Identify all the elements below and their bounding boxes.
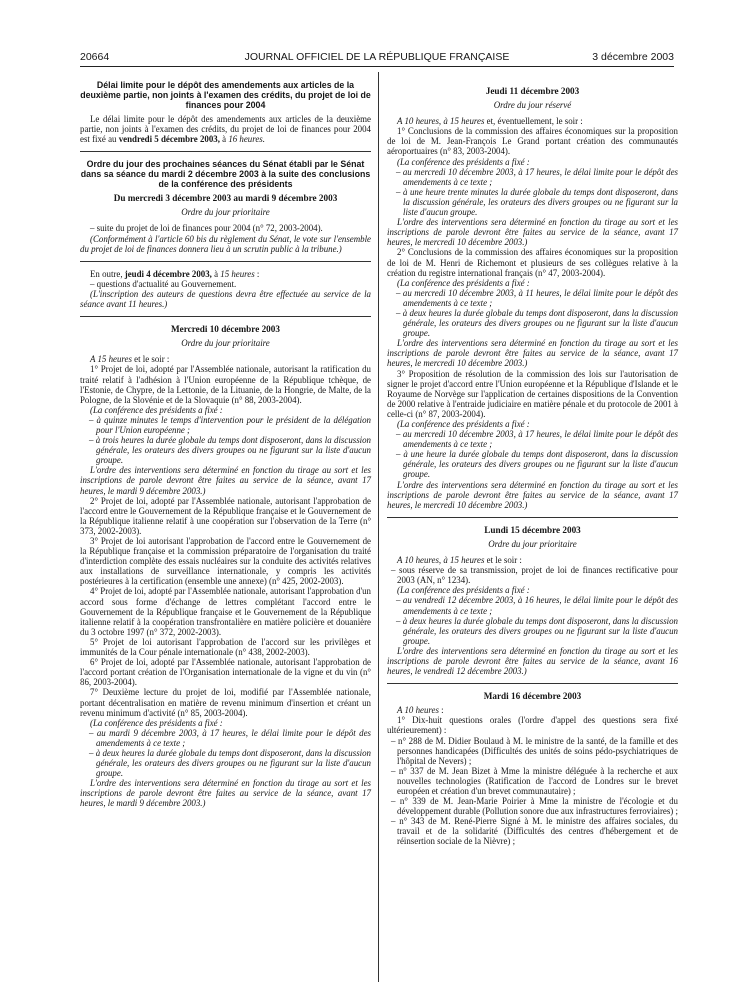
oral-question: – n° 337 de M. Jean Bizet à Mme la ministre déléguée à la recherche et aux nouvelles technologies (Ratification de l'accord de Londres sur le brevet européen et création d'un brevet communautaire) ; [391, 765, 678, 796]
agenda-item: 2° Conclusions de la commission des affaires économiques sur la proposition de loi de M. Henri de Richemont et plusieurs de ses collègues relative à la création du registre international français (n° 47, 2003-2004). [387, 247, 678, 278]
conference-item: – à deux heures la durée globale du temps dont disposeront, dans la discussion générale, les orateurs des divers groupes ou ne figurant sur la liste d'aucun groupe. [396, 307, 678, 339]
agenda-note: (Conformément à l'article 60 bis du règlement du Sénat, le vote sur l'ensemble du projet de loi de finances donnera lieu à un scrutin public à la tribune.) [80, 233, 371, 254]
conference-note: (La conférence des présidents a fixé : [397, 156, 530, 167]
conference-note: L'ordre des interventions sera déterminé en fonction du tirage au sort et les inscriptions de parole devront être faites au service de la séance, avant 17 heures, le mardi 9 décembre 2003.) [80, 465, 371, 496]
session-time: A 10 heures : [397, 705, 444, 716]
day-heading: Lundi 15 décembre 2003 [484, 524, 581, 535]
page-header [80, 51, 674, 65]
conference-item: – à quinze minutes le temps d'intervention pour le président de la délégation pour l'Union européenne ; [89, 414, 371, 435]
day-heading: Mardi 16 décembre 2003 [483, 691, 582, 702]
conference-item: – au vendredi 12 décembre 2003, à 16 heures, le délai limite pour le dépôt des amendements à ce texte ; [396, 595, 678, 616]
session-time: A 10 heures, à 15 heures et, éventuellement, le soir : [397, 116, 583, 127]
conference-item: – à deux heures la durée globale du temps dont disposeront, dans la discussion générale, les orateurs des divers groupes ou ne figurant sur la liste d'aucun groupe. [396, 615, 678, 646]
page-number: 20664 [80, 51, 110, 63]
agenda-item: 4° Projet de loi, adopté par l'Assemblée nationale, autorisant l'approbation d'un accord sous forme d'échange de lettres complétant l'accord entre le Gouvernement de la République française et le Gouvernement de la République italienne relatif à la coopération transfrontalière en matière policière et douanière du 3 octobre 1997 (n° 372, 2002-2003). [80, 586, 371, 637]
oral-question: – n° 288 de M. Didier Boulaud à M. le ministre de la santé, de la famille et des personnes handicapées (Difficultés des unités de soins pédo-psychiatriques de l'hôpital de Nevers) ; [391, 735, 678, 766]
journal-title: JOURNAL OFFICIEL DE LA RÉPUBLIQUE FRANÇAISE [244, 51, 510, 63]
conference-item: – à une heure trente minutes la durée globale du temps dont disposeront, dans la discussion générale, les orateurs des divers groupes ou ne figurant sur la liste d'aucun groupe. [396, 186, 678, 218]
agenda-type: Ordre du jour prioritaire [181, 338, 270, 349]
agenda-item: 1° Projet de loi, adopté par l'Assemblée nationale, autorisant la ratification du traité relatif à l'adhésion à l'Union européenne de la République tchèque, de l'Estonie, de Chypre, de la Lettonie, de la Lituanie, de la Hongrie, de Malte, de la Pologne, de la Slovénie et de la Slovaquie (n° 88, 2003-2004). [80, 364, 371, 405]
agenda-note: (L'inscription des auteurs de questions devra être effectuée au service de la séance avant 11 heures.) [80, 288, 371, 310]
amendments-deadline-text: Le délai limite pour le dépôt des amendements aux articles de la deuxième partie, non joints à l'examen des crédits, du projet de loi de finances pour 2004 est fixé au vendredi 5 décembre 2003, à 16 heures. [80, 114, 371, 145]
section-rule [80, 151, 371, 152]
conference-note: L'ordre des interventions sera déterminé en fonction du tirage au sort et les inscriptions de parole devront être faites au service de la séance, avant 17 heures, le mardi 9 décembre 2003.) [80, 778, 371, 809]
agenda-item: 7° Deuxième lecture du projet de loi, modifié par l'Assemblée nationale, portant décentralisation en matière de revenu minimum d'insertion et créant un revenu minimum d'activité (n° 85, 2003-2004). [80, 687, 371, 718]
conference-item: – au mercredi 10 décembre 2003, à 17 heures, le délai limite pour le dépôt des amendements à ce texte ; [396, 429, 678, 450]
session-time: A 15 heures et le soir : [90, 354, 170, 365]
issue-date: 3 décembre 2003 [592, 51, 674, 63]
date-range-heading: Du mercredi 3 décembre 2003 au mardi 9 décembre 2003 [113, 193, 338, 204]
conference-note: (La conférence des présidents a fixé : [90, 404, 223, 415]
left-column [80, 78, 371, 809]
agenda-item: – questions d'actualité au Gouvernement. [90, 278, 237, 289]
session-time: A 10 heures, à 15 heures et le soir : [397, 555, 522, 566]
agenda-item: 6° Projet de loi, adopté par l'Assemblée nationale, autorisant l'approbation de l'accord portant création de l'Organisation internationale de la vigne et du vin (n° 86, 2003-2004). [80, 657, 371, 688]
conference-item: – à une heure la durée globale du temps dont disposeront, dans la discussion générale, les orateurs des divers groupes ou ne figurant sur la liste d'aucun groupe. [396, 449, 678, 480]
agenda-item: 2° Projet de loi, adopté par l'Assemblée nationale, autorisant l'approbation de l'accord entre le Gouvernement de la République française et le Gouvernement de la République italienne relatif à une coopération sur l'observation de la Terre (n° 373, 2002-2003). [80, 495, 371, 536]
conference-item: – au mercredi 10 décembre 2003, à 11 heures, le délai limite pour le dépôt des amendements à ce texte ; [396, 287, 678, 308]
agenda-type: Ordre du jour prioritaire [181, 207, 270, 218]
oral-question: – n° 343 de M. René-Pierre Signé à M. le ministre des affaires sociales, du travail et de la solidarité (Difficultés des centres d'hébergement et de réinsertion sociale de la Nièvre) ; [391, 816, 678, 847]
agenda-type: Ordre du jour réservé [493, 100, 572, 111]
section-rule [80, 316, 371, 317]
agenda-item: 1° Dix-huit questions orales (l'ordre d'appel des questions sera fixé ultérieurement) : [387, 715, 678, 736]
conference-note: (La conférence des présidents a fixé : [397, 277, 530, 288]
header-rule [80, 66, 674, 67]
section-title-amendments: Délai limite pour le dépôt des amendements aux articles de la deuxième partie, non joints à l'examen des crédits, du projet de loi de finances pour 2004 [80, 80, 371, 110]
conference-note: (La conférence des présidents a fixé : [90, 717, 223, 728]
agenda-item: 5° Projet de loi autorisant l'approbation de l'accord sur les privilèges et immunités de la Cour pénale internationale (n° 438, 2002-2003). [80, 636, 371, 658]
conference-item: – à trois heures la durée globale du temps dont disposeront, dans la discussion générale, les orateurs des divers groupes ou ne figurant sur la liste d'aucun groupe. [89, 435, 371, 466]
oral-question: – n° 339 de M. Jean-Marie Poirier à Mme la ministre de l'écologie et du développement durable (Pollution sonore due aux infrastructures ferroviaires) ; [391, 796, 678, 817]
section-rule [80, 261, 371, 262]
conference-item: – au mardi 9 décembre 2003, à 17 heures, le délai limite pour le dépôt des amendements à ce texte ; [89, 727, 371, 748]
column-divider [378, 72, 379, 982]
conference-note: (La conférence des présidents a fixé : [397, 419, 530, 429]
agenda-item: 1° Conclusions de la commission des affaires économiques sur la proposition de loi de M. Jean-François Le Grand portant création des communautés aéroportuaires (n° 83, 2003-2004). [387, 126, 678, 157]
conference-note: L'ordre des interventions sera déterminé en fonction du tirage au sort et les inscriptions de parole devront être faites au service de la séance, avant 17 heures, le mercredi 10 décembre 2003.) [387, 338, 678, 369]
agenda-item: – suite du projet de loi de finances pour 2004 (n° 72, 2003-2004). [90, 223, 323, 234]
section-rule [387, 517, 678, 518]
agenda-type: Ordre du jour prioritaire [488, 538, 577, 549]
agenda-item: 3° Proposition de résolution de la commission des lois sur l'autorisation de signer le projet d'accord entre l'Union européenne et la République d'Islande et le Royaume de Norvège sur l'application de certaines dispositions de la Convention de 2000 relative à l'entraide judiciaire en matière pénale et du protocole de 2001 à celle-ci (n° 87, 2003-2004). [387, 368, 678, 419]
conference-note: L'ordre des interventions sera déterminé en fonction du tirage au sort et les inscriptions de parole devront être faites au service de la séance, avant 17 heures, le mercredi 10 décembre 2003.) [387, 217, 678, 248]
section-title-agenda: Ordre du jour des prochaines séances du Sénat établi par le Sénat dans sa séance du mardi 2 décembre 2003 à la suite des conclusions de la conférence des présidents [80, 159, 371, 190]
agenda-item: – sous réserve de sa transmission, projet de loi de finances rectificative pour 2003 (AN, n° 1234). [391, 565, 678, 586]
conference-note: L'ordre des interventions sera déterminé en fonction du tirage au sort et les inscriptions de parole devront être faites au service de la séance, avant 16 heures, le vendredi 12 décembre 2003.) [387, 645, 678, 677]
thursday-intro: En outre, jeudi 4 décembre 2003, à 15 heures : [90, 268, 260, 279]
section-rule [387, 683, 678, 684]
conference-item: – à deux heures la durée globale du temps dont disposeront, dans la discussion générale, les orateurs des divers groupes ou ne figurant sur la liste d'aucun groupe. [89, 747, 371, 779]
right-column [387, 86, 678, 847]
day-heading: Mercredi 10 décembre 2003 [171, 324, 280, 335]
conference-note: L'ordre des interventions sera déterminé en fonction du tirage au sort et les inscriptions de parole devront être faites au service de la séance, avant 17 heures, le mercredi 10 décembre 2003.) [387, 479, 678, 510]
agenda-item: 3° Projet de loi autorisant l'approbation de l'accord entre le Gouvernement de la République française et la commission préparatoire de l'organisation du traité d'interdiction complète des essais nucléaires sur la conduite des activités relatives aux installations de surveillance internationale, y compris les activités postérieures à la certification (ensemble une annexe) (n° 425, 2002-2003). [80, 536, 371, 587]
conference-note: (La conférence des présidents a fixé : [397, 585, 530, 596]
conference-item: – au mercredi 10 décembre 2003, à 17 heures, le délai limite pour le dépôt des amendements à ce texte ; [396, 166, 678, 187]
day-heading: Jeudi 11 décembre 2003 [485, 86, 580, 96]
